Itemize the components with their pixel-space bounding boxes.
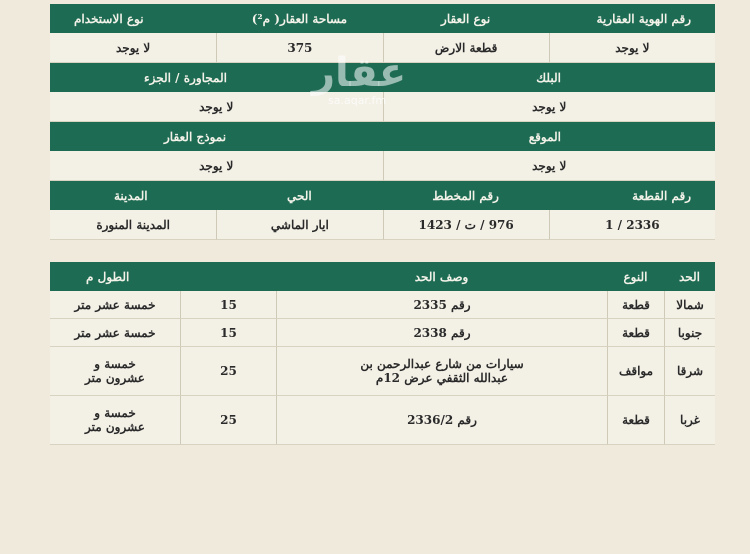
section1-header-row — [50, 4, 715, 33]
header-usage-type — [50, 4, 216, 33]
header-plot-number — [549, 181, 715, 210]
header-label: رقم الهوية العقارية — [596, 11, 691, 26]
value-plot-number: 2336 / 1 — [549, 210, 715, 240]
bound-description: رقم 2335 — [276, 291, 607, 319]
header-length-number — [180, 262, 276, 291]
header-block — [383, 63, 716, 92]
bound-type: قطعة — [607, 319, 664, 347]
bound-side: شمالا — [664, 291, 715, 319]
value-district: ايار الماشي — [216, 210, 382, 240]
header-property-type — [383, 4, 549, 33]
bound-description: رقم 2336/2 — [276, 396, 607, 445]
header-property-id — [549, 4, 715, 33]
watermark-url: sa.aqar.fm — [328, 94, 387, 107]
value-location: لا يوجد — [383, 151, 716, 181]
table-row — [50, 319, 715, 347]
value-property-type: قطعة الارض — [383, 33, 549, 63]
bounds-header-row — [50, 262, 715, 291]
section3-value-row — [50, 151, 715, 181]
boundaries-table — [50, 262, 715, 445]
header-label: الحي — [287, 188, 312, 203]
value-plan-number: 976 / ت / 1423 — [383, 210, 549, 240]
header-label: نوع الاستخدام — [74, 11, 144, 26]
property-info-table — [50, 4, 715, 240]
bound-length: 15 — [180, 319, 276, 347]
bound-type: مواقف — [607, 347, 664, 396]
bound-side: جنوبا — [664, 319, 715, 347]
header-label: المدينة — [114, 188, 148, 203]
watermark-brand: عقار — [312, 50, 407, 96]
section1-value-row — [50, 33, 715, 63]
section4-value-row — [50, 210, 715, 240]
section4-header-row — [50, 181, 715, 210]
bound-length: 15 — [180, 291, 276, 319]
header-label: نموذج العقار — [164, 129, 227, 144]
bound-description: سيارات من شارع عبدالرحمن بن عبدالله الثقفي عرض 12م — [276, 347, 607, 396]
header-property-model — [50, 122, 383, 151]
header-label: نوع العقار — [441, 11, 491, 26]
bound-length-text: خمسة و عشرون متر — [50, 347, 180, 396]
value-property-id: لا يوجد — [549, 33, 715, 63]
table-row — [50, 396, 715, 445]
header-label: البلك — [536, 70, 561, 85]
bound-description: رقم 2338 — [276, 319, 607, 347]
table-row — [50, 347, 715, 396]
header-length: الطول م — [86, 269, 130, 284]
bound-length-text: خمسة و عشرون متر — [50, 396, 180, 445]
value-usage-type: لا يوجد — [50, 33, 216, 63]
table-row — [50, 291, 715, 319]
bound-length: 25 — [180, 347, 276, 396]
header-city — [50, 181, 216, 210]
header-label: الموقع — [528, 129, 561, 144]
bound-type: قطعة — [607, 291, 664, 319]
header-neighborhood-part — [50, 63, 383, 92]
header-label: المجاورة / الجزء — [144, 70, 227, 85]
header-type: النوع — [623, 269, 648, 284]
header-location — [383, 122, 716, 151]
section2-value-row — [50, 92, 715, 122]
bound-side: شرقا — [664, 347, 715, 396]
section3-header-row — [50, 122, 715, 151]
value-property-area: 375 — [216, 33, 382, 63]
value-block: لا يوجد — [383, 92, 716, 122]
bound-length-text: خمسة عشر متر — [50, 319, 180, 347]
bound-length: 25 — [180, 396, 276, 445]
bound-type: قطعة — [607, 396, 664, 445]
value-city: المدينة المنورة — [50, 210, 216, 240]
header-district — [216, 181, 382, 210]
header-plan-number — [383, 181, 549, 210]
header-description: وصف الحد — [414, 269, 469, 284]
header-side: الحد — [678, 269, 701, 284]
bound-length-text: خمسة عشر متر — [50, 291, 180, 319]
bound-side: غربا — [664, 396, 715, 445]
value-neighborhood-part: لا يوجد — [50, 92, 383, 122]
header-label: رقم المخطط — [432, 188, 499, 203]
header-label: مساحة العقار( م²) — [251, 11, 348, 26]
header-label: رقم القطعة — [632, 188, 691, 203]
section2-header-row — [50, 63, 715, 92]
value-property-model: لا يوجد — [50, 151, 383, 181]
header-property-area — [216, 4, 382, 33]
